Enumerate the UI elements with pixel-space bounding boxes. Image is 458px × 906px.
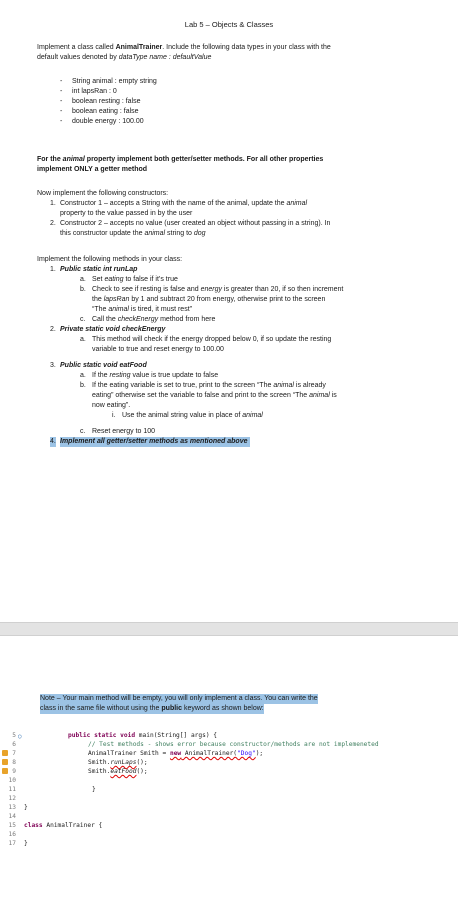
list-number: 1. (50, 200, 56, 207)
method-text: is tired, it must rest” (128, 306, 192, 313)
bullet: - (60, 98, 63, 105)
intro-text: default values denoted by (37, 54, 119, 61)
list-letter: a. (80, 336, 86, 343)
method-3b-line-2 (92, 391, 337, 401)
code-line-9 (88, 767, 148, 776)
method-text: to false if it’s true (123, 276, 178, 283)
line-number: 17 (8, 840, 16, 847)
list-letter: a. (80, 372, 86, 379)
method-text: is already (293, 382, 326, 389)
constructor-text: animal (286, 200, 308, 207)
line-number: 10 (8, 777, 16, 784)
document-page-2 (0, 636, 458, 869)
code-keyword: new (169, 750, 182, 757)
intro-text: . Include the following data types in your class with the (162, 44, 331, 51)
method-text: Use the animal string value in place of (122, 412, 243, 419)
method-1a (92, 275, 178, 285)
note-text: class in the same file without using the (40, 705, 162, 712)
line-number: 8 (12, 759, 16, 766)
method-text: eating (104, 276, 124, 283)
line-number: 13 (8, 804, 16, 811)
method-text: animal (273, 382, 294, 389)
method-3b-line-3: now eating”. (92, 402, 131, 409)
method-text: If the eating variable is set to true, print to the screen “The (92, 382, 274, 389)
intro-line-2 (37, 53, 211, 63)
bullet: - (60, 78, 63, 85)
field-item: int lapsRan : 0 (72, 88, 117, 95)
method-text: is (329, 392, 337, 399)
line-number: 9 (12, 768, 16, 775)
line-number: 6 (12, 741, 16, 748)
method-text: method from here (158, 316, 216, 323)
method-1c (92, 315, 215, 325)
method-text: by 1 and subtract 20 from energy, otherwise print to the screen (129, 296, 326, 303)
method-text: value is true update to false (130, 372, 219, 379)
bullet: - (60, 108, 63, 115)
code-method: eatFood (110, 768, 137, 775)
method-3a (92, 371, 218, 381)
line-number: 12 (8, 795, 16, 802)
method-text: animal (309, 392, 330, 399)
method-1-signature: Public static int runLap (60, 266, 138, 273)
field-item: boolean eating : false (72, 108, 139, 115)
code-text: Smith. (88, 768, 111, 775)
line-number: 16 (8, 831, 16, 838)
method-text: animal (242, 412, 263, 419)
list-letter: c. (80, 316, 86, 323)
method-3b-line-1 (92, 381, 326, 391)
method-3c: Reset energy to 100 (92, 428, 156, 435)
list-letter: b. (80, 382, 86, 389)
field-item: boolean resting : false (72, 98, 141, 105)
code-line-8 (88, 758, 148, 767)
code-line-11: } (92, 786, 96, 793)
method-text: lapsRan (103, 296, 130, 303)
constructor-text: dog (193, 230, 206, 237)
constructor-text: animal (144, 230, 166, 237)
constructor-1-line-1 (60, 199, 307, 209)
fold-icon[interactable]: ○ (18, 733, 22, 740)
list-number: 2. (50, 326, 56, 333)
code-text: AnimalTrainer Smith = (88, 750, 170, 757)
note-keyword: public (161, 705, 183, 712)
field-item: String animal : empty string (72, 78, 157, 85)
constructor-text: string to (165, 230, 194, 237)
method-2a-line-2: variable to true and reset energy to 100.00 (92, 346, 224, 353)
bullet: - (60, 88, 63, 95)
constructor-text: Constructor 1 – accepts a String with the name of the animal, update the (60, 200, 287, 207)
code-editor (0, 636, 458, 906)
method-text: resting (109, 372, 131, 379)
code-line-15 (24, 821, 102, 830)
method-2a-line-1: This method will check if the energy dropped below 0, if so update the resting (92, 336, 332, 343)
code-line-17: } (24, 840, 28, 847)
code-line-13: } (24, 804, 28, 811)
method-text: animal (108, 306, 129, 313)
note-text: animal (62, 156, 85, 163)
method-text: is greater than 20, if so then increment (221, 286, 344, 293)
getter-note-line-1 (37, 155, 323, 165)
note-line-2 (40, 704, 264, 714)
line-number: 11 (8, 786, 16, 793)
method-1b-line-1 (92, 285, 343, 295)
code-text: AnimalTrainer { (42, 822, 103, 829)
line-number: 5 (12, 732, 16, 739)
error-marker-icon[interactable] (2, 750, 8, 756)
method-2-signature: Private static void checkEnergy (60, 326, 166, 333)
list-letter: b. (80, 286, 86, 293)
method-1b-line-3 (92, 305, 192, 315)
code-keyword: class (24, 822, 43, 829)
class-name: AnimalTrainer (115, 44, 163, 51)
line-number: 15 (8, 822, 16, 829)
page-title: Lab 5 – Objects & Classes (184, 20, 274, 29)
method-text: “The (92, 306, 109, 313)
list-number: 4. (50, 438, 56, 445)
list-number: 3. (50, 362, 56, 369)
constructor-1-line-2: property to the value passed in by the user (60, 210, 193, 217)
method-text: the (92, 296, 104, 303)
list-number: 2. (50, 220, 56, 227)
method-3b-i (122, 411, 263, 421)
page-separator (0, 622, 458, 636)
error-marker-icon[interactable] (2, 759, 8, 765)
method-text: energy (200, 286, 222, 293)
line-number: 14 (8, 813, 16, 820)
constructors-heading: Now implement the following constructors: (37, 190, 169, 197)
note-text: – Your main method will be empty, you will only implement a class. You can write the (54, 695, 318, 702)
code-comment: // Test methods - shows error because constructor/methods are not implemeneted (88, 741, 379, 748)
code-string: "Dog" (237, 750, 256, 757)
line-number: 7 (12, 750, 16, 757)
list-number: 1. (50, 266, 56, 273)
code-text: (); (136, 768, 148, 775)
code-line-7 (88, 749, 263, 758)
method-text: Check to see if resting is false and (92, 286, 201, 293)
note-label: Note (40, 695, 55, 702)
list-letter: a. (80, 276, 86, 283)
method-text: checkEnergy (117, 316, 159, 323)
method-4: Implement all getter/setter methods as mentioned above (60, 438, 248, 445)
code-text: ); (255, 750, 264, 757)
code-text: Smith. (88, 759, 111, 766)
note-line-1 (40, 694, 318, 704)
code-line-5 (68, 731, 217, 740)
constructor-text: this constructor update the (60, 230, 145, 237)
code-method: runLaps (110, 759, 137, 766)
methods-heading: Implement the following methods in your class: (37, 256, 183, 263)
list-letter: c. (80, 428, 86, 435)
method-1b-line-2 (92, 295, 325, 305)
intro-line-1 (37, 43, 331, 53)
note-text: property implement both getter/setter methods. For all other properties (84, 156, 324, 163)
code-text: (); (136, 759, 148, 766)
code-text: main(String[] args) { (135, 732, 218, 739)
method-text: If the (92, 372, 110, 379)
format-hint: dataType name : defaultValue (118, 54, 212, 61)
bullet: - (60, 118, 63, 125)
note-text: For the (37, 156, 63, 163)
constructor-2-line-2 (60, 229, 206, 239)
constructor-2-line-1: Constructor 2 – accepts no value (user created an object without passing in a string). In (60, 220, 331, 227)
list-roman: i. (112, 412, 116, 419)
error-marker-icon[interactable] (2, 768, 8, 774)
code-line-6 (88, 740, 379, 749)
method-text: Set (92, 276, 105, 283)
method-text: eating” otherwise set the variable to false and print to the screen “The (92, 392, 310, 399)
method-3-signature: Public static void eatFood (60, 362, 147, 369)
note-text: keyword as shown below: (182, 705, 264, 712)
code-text: AnimalTrainer( (181, 750, 238, 757)
method-text: Call the (92, 316, 118, 323)
code-keyword: public static void (68, 732, 136, 739)
getter-note-line-2: implement ONLY a getter method (37, 166, 148, 173)
intro-text: Implement a class called (37, 44, 116, 51)
field-item: double energy : 100.00 (72, 118, 144, 125)
